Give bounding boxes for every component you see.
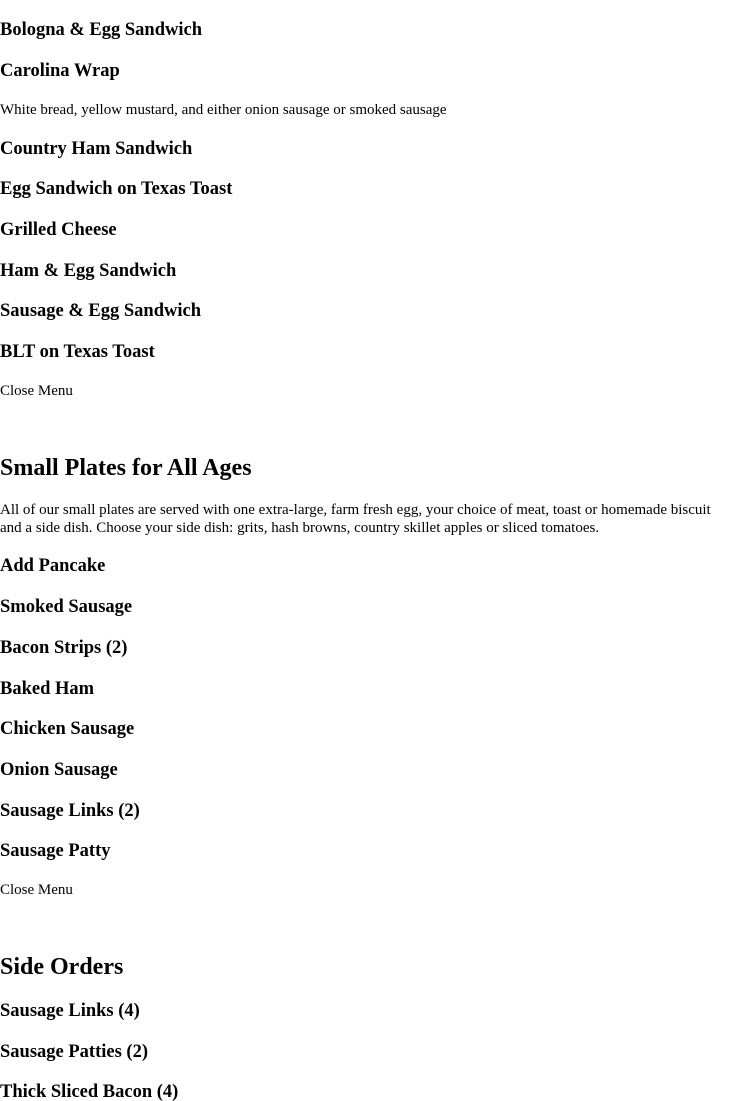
menu-item-title: Sausage Links (4)	[0, 1001, 140, 1021]
menu-item-title: Carolina Wrap	[0, 61, 120, 81]
menu-item-title: Sausage Patties (2)	[0, 1042, 148, 1062]
menu-item-title: BLT on Texas Toast	[0, 342, 155, 362]
menu-item-title: Onion Sausage	[0, 760, 118, 780]
menu-item-title: Sausage Links (2)	[0, 801, 140, 821]
close-menu-link[interactable]: Close Menu	[0, 383, 73, 399]
close-menu-link[interactable]: Close Menu	[0, 882, 73, 898]
menu-item-title: Grilled Cheese	[0, 220, 117, 240]
section-title-small-plates: Small Plates for All Ages	[0, 455, 252, 481]
menu-item-title: Baked Ham	[0, 679, 95, 699]
menu-item-title: Chicken Sausage	[0, 719, 135, 739]
menu-item-title: Bologna & Egg Sandwich	[0, 20, 203, 40]
menu-item-title: Egg Sandwich on Texas Toast	[0, 179, 233, 199]
section-title-side-orders: Side Orders	[0, 954, 124, 980]
menu-item-title: Add Pancake	[0, 556, 106, 576]
section-description: All of our small plates are served with one extra-large, farm fresh egg, your choice of meat, toast or homemade biscuit and a side dish. Choose your side dish: grits, hash browns, country skillet apples or sliced tomatoes.	[0, 502, 711, 536]
menu-item-title: Sausage Patty	[0, 841, 111, 861]
menu-item-title: Ham & Egg Sandwich	[0, 261, 177, 281]
menu-item-description: White bread, yellow mustard, and either onion sausage or smoked sausage	[0, 102, 447, 118]
menu-item-title: Sausage & Egg Sandwich	[0, 301, 201, 321]
menu-item-title: Country Ham Sandwich	[0, 139, 193, 159]
menu-item-title: Thick Sliced Bacon (4)	[0, 1082, 179, 1101]
menu-item-title: Smoked Sausage	[0, 597, 133, 617]
menu-item-title: Bacon Strips (2)	[0, 638, 128, 658]
